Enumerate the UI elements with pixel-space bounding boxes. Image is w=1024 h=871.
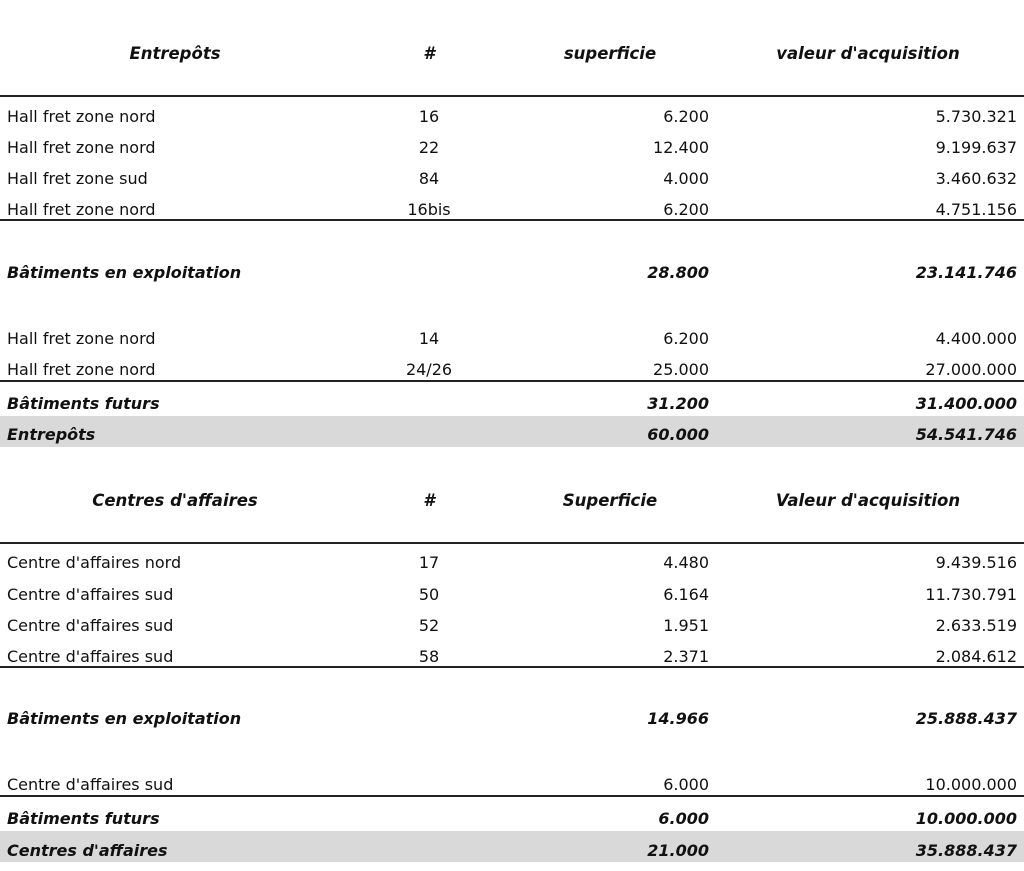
col-header-number: # bbox=[423, 44, 435, 63]
col-header-number: # bbox=[423, 491, 435, 510]
total-label: Entrepôts bbox=[7, 425, 96, 444]
building-value: 11.730.791 bbox=[925, 585, 1017, 604]
divider bbox=[0, 666, 1024, 668]
building-name: Hall fret zone nord bbox=[7, 329, 156, 348]
building-area: 6.200 bbox=[663, 329, 709, 348]
col-header-name: Centres d'affaires bbox=[92, 491, 258, 510]
building-value: 3.460.632 bbox=[935, 169, 1017, 188]
building-area: 6.164 bbox=[663, 585, 709, 604]
divider bbox=[0, 219, 1024, 221]
building-area: 25.000 bbox=[653, 360, 709, 379]
subtotal-label: Bâtiments futurs bbox=[7, 394, 160, 413]
subtotal-value: 23.141.746 bbox=[915, 263, 1017, 282]
building-name: Hall fret zone nord bbox=[7, 360, 156, 379]
building-area: 4.480 bbox=[663, 553, 709, 572]
building-number: 58 bbox=[418, 647, 440, 666]
building-number: 17 bbox=[418, 553, 440, 572]
building-value: 2.084.612 bbox=[935, 647, 1017, 666]
building-value: 4.751.156 bbox=[935, 200, 1017, 219]
subtotal-area: 31.200 bbox=[647, 394, 709, 413]
building-value: 9.439.516 bbox=[935, 553, 1017, 572]
col-header-area: superficie bbox=[563, 44, 657, 63]
subtotal-value: 31.400.000 bbox=[915, 394, 1017, 413]
subtotal-value: 10.000.000 bbox=[915, 809, 1017, 828]
building-number: 22 bbox=[418, 138, 440, 157]
building-value: 5.730.321 bbox=[935, 107, 1017, 126]
col-header-value: Valeur d'acquisition bbox=[775, 491, 961, 510]
building-name: Centre d'affaires sud bbox=[7, 775, 174, 794]
col-header-area: Superficie bbox=[562, 491, 658, 510]
building-area: 6.200 bbox=[663, 200, 709, 219]
building-area: 4.000 bbox=[663, 169, 709, 188]
divider bbox=[0, 795, 1024, 797]
building-name: Centre d'affaires nord bbox=[7, 553, 182, 572]
total-area: 60.000 bbox=[647, 425, 709, 444]
total-area: 21.000 bbox=[647, 841, 709, 860]
building-number: 16bis bbox=[407, 200, 451, 219]
divider bbox=[0, 380, 1024, 382]
building-number: 52 bbox=[418, 616, 440, 635]
building-area: 6.200 bbox=[663, 107, 709, 126]
subtotal-area: 28.800 bbox=[647, 263, 709, 282]
building-number: 50 bbox=[418, 585, 440, 604]
subtotal-label: Bâtiments en exploitation bbox=[7, 709, 242, 728]
building-value: 2.633.519 bbox=[935, 616, 1017, 635]
building-value: 27.000.000 bbox=[925, 360, 1017, 379]
building-area: 6.000 bbox=[663, 775, 709, 794]
total-label: Centres d'affaires bbox=[7, 841, 168, 860]
building-name: Hall fret zone nord bbox=[7, 200, 156, 219]
building-number: 14 bbox=[418, 329, 440, 348]
divider bbox=[0, 95, 1024, 97]
building-name: Hall fret zone nord bbox=[7, 138, 156, 157]
col-header-name: Entrepôts bbox=[129, 44, 221, 63]
building-name: Centre d'affaires sud bbox=[7, 616, 174, 635]
building-name: Hall fret zone sud bbox=[7, 169, 148, 188]
subtotal-label: Bâtiments futurs bbox=[7, 809, 160, 828]
divider bbox=[0, 542, 1024, 544]
building-number: 84 bbox=[418, 169, 440, 188]
total-value: 54.541.746 bbox=[915, 425, 1017, 444]
subtotal-area: 6.000 bbox=[658, 809, 709, 828]
col-header-value: valeur d'acquisition bbox=[776, 44, 960, 63]
subtotal-value: 25.888.437 bbox=[915, 709, 1017, 728]
building-area: 2.371 bbox=[663, 647, 709, 666]
building-value: 9.199.637 bbox=[935, 138, 1017, 157]
subtotal-area: 14.966 bbox=[647, 709, 709, 728]
building-value: 4.400.000 bbox=[935, 329, 1017, 348]
building-name: Centre d'affaires sud bbox=[7, 647, 174, 666]
building-area: 1.951 bbox=[663, 616, 709, 635]
building-number: 24/26 bbox=[405, 360, 453, 379]
building-value: 10.000.000 bbox=[925, 775, 1017, 794]
subtotal-label: Bâtiments en exploitation bbox=[7, 263, 242, 282]
building-number: 16 bbox=[418, 107, 440, 126]
building-area: 12.400 bbox=[653, 138, 709, 157]
building-name: Hall fret zone nord bbox=[7, 107, 156, 126]
total-value: 35.888.437 bbox=[915, 841, 1017, 860]
building-name: Centre d'affaires sud bbox=[7, 585, 174, 604]
total-shading bbox=[0, 416, 1024, 447]
